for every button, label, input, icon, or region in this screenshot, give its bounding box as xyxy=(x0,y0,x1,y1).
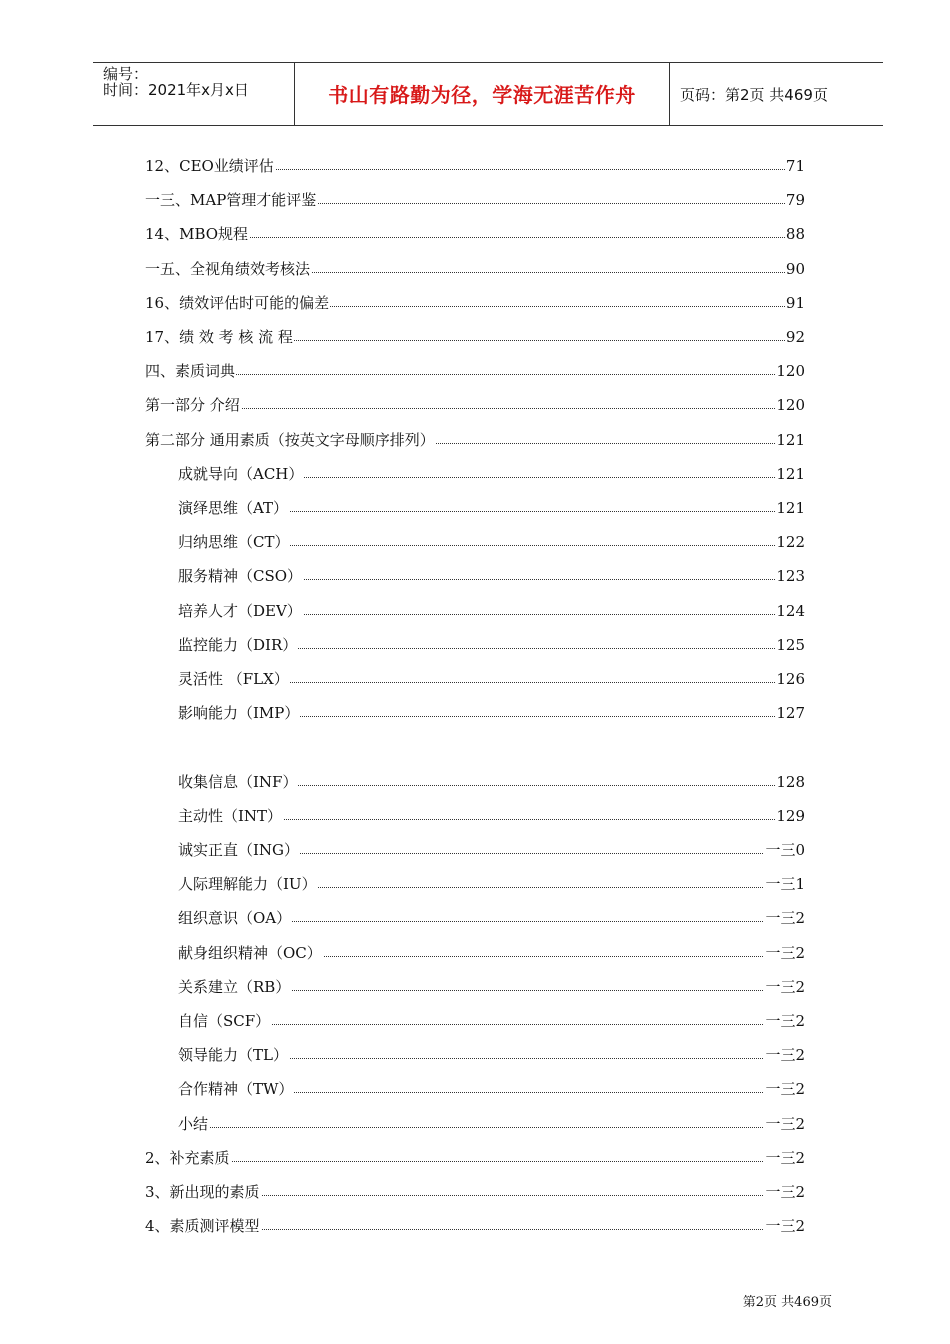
toc-entry-title: 归纳思维（CT） xyxy=(178,530,290,554)
toc-entry[interactable] xyxy=(0,667,950,691)
toc-entry-page: 71 xyxy=(785,154,805,178)
toc-entry-page: 120 xyxy=(775,359,805,383)
toc-entry-page: 122 xyxy=(775,530,805,554)
toc-entry-page: 一三1 xyxy=(764,872,805,896)
page-footer: 第2页 共469页 xyxy=(742,1295,832,1310)
toc-entry[interactable] xyxy=(0,804,950,828)
toc-entry-title: 自信（SCF） xyxy=(178,1009,271,1033)
toc-entry-page: 120 xyxy=(775,393,805,417)
page-header xyxy=(93,62,883,126)
toc-entry-page: 一三2 xyxy=(764,1214,805,1238)
toc-entry-page: 124 xyxy=(775,599,805,623)
toc-entry-page: 91 xyxy=(785,291,805,315)
toc-entry-page: 125 xyxy=(775,633,805,657)
toc-entry-title: 主动性（INT） xyxy=(178,804,283,828)
toc-entry[interactable] xyxy=(0,325,950,349)
toc-entry-page: 92 xyxy=(785,325,805,349)
toc-entry-title: 4、素质测评模型 xyxy=(145,1214,261,1238)
toc-entry-title: 第二部分 通用素质（按英文字母顺序排列） xyxy=(145,428,436,452)
toc-entry[interactable] xyxy=(0,1214,950,1238)
toc-entry[interactable] xyxy=(0,1077,950,1101)
toc-entry[interactable] xyxy=(0,1112,950,1136)
toc-entry[interactable] xyxy=(0,393,950,417)
toc-entry[interactable] xyxy=(0,1146,950,1170)
toc-entry-page: 127 xyxy=(775,701,805,725)
toc-entry-title: 12、CEO业绩评估 xyxy=(145,154,275,178)
toc-entry[interactable] xyxy=(0,530,950,554)
toc-entry-title: 诚实正直（ING） xyxy=(178,838,300,862)
header-motto-cell xyxy=(295,63,670,125)
toc-entry[interactable] xyxy=(0,496,950,520)
toc-entry-title: 第一部分 介绍 xyxy=(145,393,241,417)
toc-dot-leader xyxy=(178,1024,805,1025)
toc-entry-title: 2、补充素质 xyxy=(145,1146,231,1170)
toc-entry[interactable] xyxy=(0,564,950,588)
toc-entry[interactable] xyxy=(0,428,950,452)
toc-entry-title: 16、绩效评估时可能的偏差 xyxy=(145,291,330,315)
toc-entry-page: 79 xyxy=(785,188,805,212)
toc-entry-title: 小结 xyxy=(178,1112,209,1136)
toc-entry-page: 一三2 xyxy=(764,975,805,999)
toc-entry[interactable] xyxy=(0,872,950,896)
document-number-label: 编号： xyxy=(103,65,149,83)
toc-entry[interactable] xyxy=(0,1180,950,1204)
toc-entry-title: 一三、MAP管理才能评鉴 xyxy=(145,188,317,212)
toc-entry-page: 128 xyxy=(775,770,805,794)
toc-entry-title: 领导能力（TL） xyxy=(178,1043,289,1067)
toc-entry-title: 关系建立（RB） xyxy=(178,975,291,999)
header-motto: 书山有路勤为径，学海无涯苦作舟 xyxy=(328,83,636,107)
toc-dot-leader xyxy=(145,1161,805,1162)
toc-entry-title: 培养人才（DEV） xyxy=(178,599,303,623)
toc-entry-page: 88 xyxy=(785,222,805,246)
toc-entry-title: 服务精神（CSO） xyxy=(178,564,303,588)
toc-entry-title: 合作精神（TW） xyxy=(178,1077,294,1101)
toc-dot-leader xyxy=(145,374,805,375)
toc-entry[interactable] xyxy=(0,222,950,246)
toc-entry-page: 121 xyxy=(775,428,805,452)
toc-entry-page: 121 xyxy=(775,496,805,520)
document-time-label: 时间：2021年x月x日 xyxy=(103,81,249,99)
header-info-cell xyxy=(93,63,295,125)
toc-entry[interactable] xyxy=(0,1009,950,1033)
toc-entry-title: 献身组织精神（OC） xyxy=(178,941,323,965)
toc-entry-page: 一三0 xyxy=(764,838,805,862)
toc-entry-title: 人际理解能力（IU） xyxy=(178,872,318,896)
toc-entry[interactable] xyxy=(0,770,950,794)
toc-entry-title: 灵活性 （FLX） xyxy=(178,667,290,691)
toc-entry-page: 121 xyxy=(775,462,805,486)
toc-entry-page: 一三2 xyxy=(764,1146,805,1170)
toc-entry[interactable] xyxy=(0,975,950,999)
toc-dot-leader xyxy=(145,408,805,409)
toc-entry-title: 影响能力（IMP） xyxy=(178,701,300,725)
toc-entry[interactable] xyxy=(0,941,950,965)
toc-entry-page: 129 xyxy=(775,804,805,828)
toc-entry-title: 一五、全视角绩效考核法 xyxy=(145,257,311,281)
toc-entry[interactable] xyxy=(0,633,950,657)
toc-entry-title: 成就导向（ACH） xyxy=(178,462,304,486)
header-page-cell xyxy=(670,63,883,125)
toc-entry-title: 四、素质词典 xyxy=(145,359,236,383)
toc-entry[interactable] xyxy=(0,359,950,383)
toc-entry-title: 14、MBO规程 xyxy=(145,222,249,246)
toc-entry-page: 一三2 xyxy=(764,1009,805,1033)
toc-entry[interactable] xyxy=(0,188,950,212)
toc-entry-title: 监控能力（DIR） xyxy=(178,633,298,657)
toc-entry[interactable] xyxy=(0,154,950,178)
toc-entry-page: 一三2 xyxy=(764,1043,805,1067)
toc-entry[interactable] xyxy=(0,906,950,930)
toc-entry-page: 一三2 xyxy=(764,941,805,965)
toc-entry[interactable] xyxy=(0,838,950,862)
toc-entry[interactable] xyxy=(0,1043,950,1067)
toc-entry-title: 组织意识（OA） xyxy=(178,906,292,930)
toc-dot-leader xyxy=(178,1127,805,1128)
toc-entry[interactable] xyxy=(0,701,950,725)
toc-entry-page: 90 xyxy=(785,257,805,281)
header-page-code: 页码：第2页 共469页 xyxy=(680,86,828,104)
toc-entry-page: 123 xyxy=(775,564,805,588)
toc-entry-page: 一三2 xyxy=(764,1112,805,1136)
toc-entry[interactable] xyxy=(0,291,950,315)
toc-entry[interactable] xyxy=(0,599,950,623)
toc-entry-title: 3、新出现的素质 xyxy=(145,1180,261,1204)
toc-entry-title: 收集信息（INF） xyxy=(178,770,298,794)
toc-entry-title: 演绎思维（AT） xyxy=(178,496,289,520)
toc-entry[interactable] xyxy=(0,462,950,486)
toc-entry[interactable] xyxy=(0,257,950,281)
toc-entry-page: 一三2 xyxy=(764,1077,805,1101)
toc-entry-page: 一三2 xyxy=(764,1180,805,1204)
toc-entry-page: 一三2 xyxy=(764,906,805,930)
toc-entry-title: 17、绩 效 考 核 流 程 xyxy=(145,325,294,349)
toc-entry-page: 126 xyxy=(775,667,805,691)
